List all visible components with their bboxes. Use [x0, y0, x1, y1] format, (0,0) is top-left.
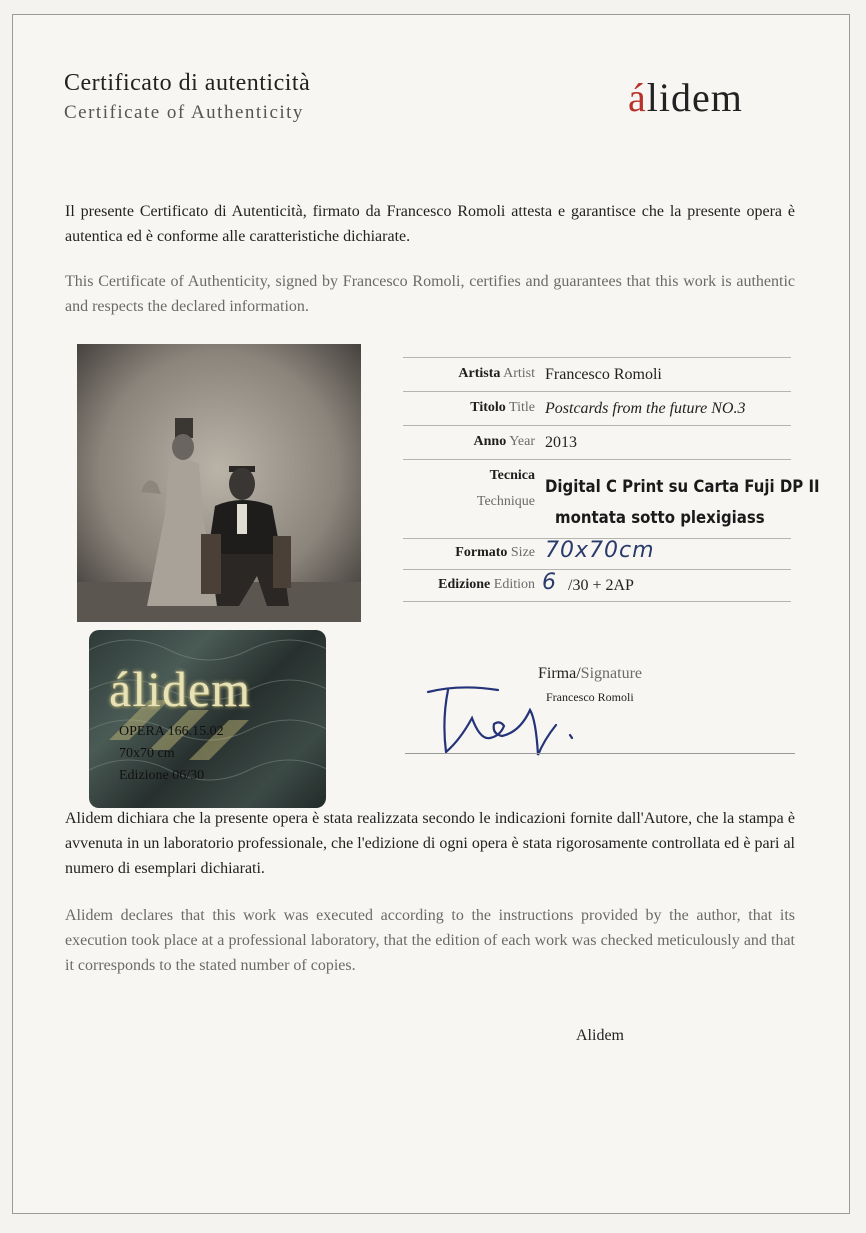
year-label-it: Anno	[473, 434, 507, 449]
hologram-logo: álidem	[109, 661, 252, 717]
signature-line	[405, 753, 795, 754]
technique-label-en-row	[477, 494, 535, 510]
logo-accent: á	[628, 75, 647, 120]
table-rule	[403, 459, 791, 460]
edition-label-it: Edizione	[438, 577, 491, 592]
table-rule	[403, 357, 791, 358]
declaration-english: Alidem declares that this work was executed according to the instructions provided by the author, that its execution took place at a professional laboratory, that the edition of each work was checked meticulously and that it corresponds to the stated number of copies.	[65, 907, 795, 974]
declaration-italian: Alidem dichiara che la presente opera è stata realizzata secondo le indicazioni fornite dall'Autore, che la stampa è avvenuta in un laboratorio professionale, che l'edizione di ogni opera è stata rigorosamente controllata ed è pari al numero di esemplari dichiarati.	[65, 810, 795, 877]
technique-value-line2: montata sotto plexigiass	[555, 508, 765, 528]
artist-label-en: Artist	[503, 366, 535, 381]
table-rule	[403, 569, 791, 570]
closing-signoff: Alidem	[576, 1027, 624, 1044]
technique-label-en: Technique	[476, 494, 535, 509]
artwork-photo	[77, 344, 361, 622]
hologram-edition: Edizione 06/30	[119, 768, 205, 783]
year-label-en: Year	[509, 434, 535, 449]
title-italian: Certificato di autenticità	[64, 70, 311, 96]
hologram-opera-code: OPERA 166.15.02	[119, 724, 224, 739]
hologram-sticker	[89, 630, 326, 808]
title-label-it: Titolo	[470, 400, 506, 415]
table-rule	[403, 425, 791, 426]
technique-value-line1: Digital C Print su Carta Fuji DP II	[545, 477, 820, 497]
artwork-illustration	[77, 344, 361, 622]
size-label-it: Formato	[455, 545, 508, 560]
edition-number: 6	[542, 570, 557, 595]
size-label-en: Size	[510, 545, 535, 560]
artist-value: Francesco Romoli	[545, 366, 662, 383]
technique-label-it-row	[490, 468, 535, 484]
title-label-en: Title	[509, 400, 535, 415]
logo-text: lidem	[646, 75, 743, 120]
edition-suffix: /30 + 2AP	[568, 577, 634, 594]
intro-italian: Il presente Certificato di Autenticità, firmato da Francesco Romoli attesta e garantisce che la presente opera è autentica ed è conforme alle caratteristiche dichiarate.	[65, 203, 795, 245]
artist-label-it: Artista	[458, 366, 501, 381]
size-label	[455, 545, 535, 561]
table-rule	[403, 601, 791, 602]
title-label	[470, 400, 535, 416]
table-rule	[403, 391, 791, 392]
hologram-size: 70x70 cm	[119, 746, 175, 761]
signature-label-en: Signature	[580, 665, 642, 682]
year-value: 2013	[545, 434, 577, 451]
intro-english: This Certificate of Authenticity, signed by Francesco Romoli, certifies and guarantees that this work is authentic and respects the declared information.	[65, 273, 795, 315]
size-value: 70x70cm	[545, 538, 655, 563]
signature-label-it: Firma/	[538, 665, 581, 682]
edition-label	[438, 577, 535, 593]
alidem-logo	[628, 74, 743, 121]
artist-label	[458, 366, 535, 382]
technique-label-it: Tecnica	[489, 468, 535, 483]
signature-printed-name: Francesco Romoli	[546, 690, 634, 704]
edition-label-en: Edition	[493, 577, 535, 592]
year-label	[474, 434, 535, 450]
title-english: Certificate of Authenticity	[64, 102, 304, 123]
title-value: Postcards from the future NO.3	[545, 400, 746, 417]
